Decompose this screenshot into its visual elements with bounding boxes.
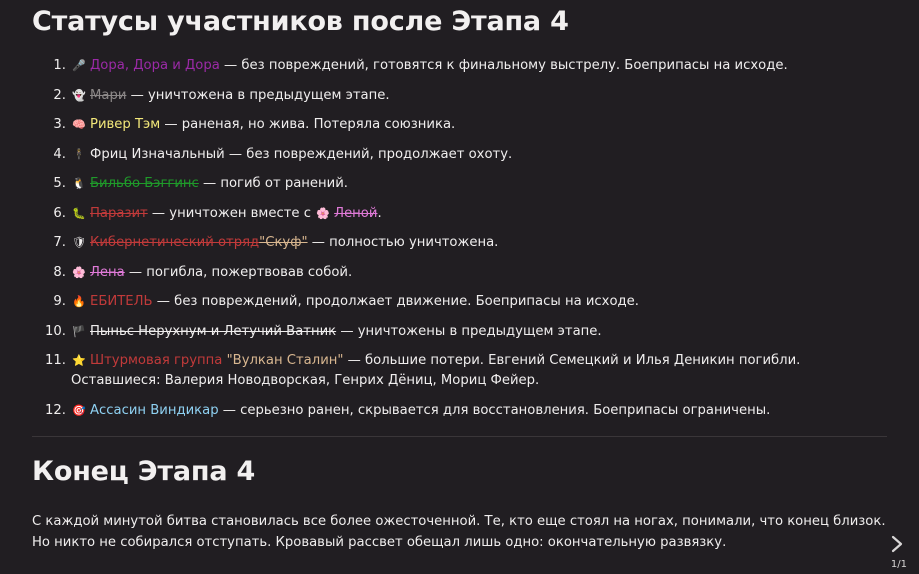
participant-name: ЕБИТЕЛЬ <box>90 294 153 309</box>
list-item <box>32 351 887 391</box>
status-text: — полностью уничтожена. <box>307 235 499 250</box>
star-icon: ⭐ <box>72 354 86 367</box>
blossom-icon: 🌸 <box>72 265 86 279</box>
list-item <box>32 145 887 165</box>
status-text: — уничтожен вместе с <box>147 205 316 221</box>
participant-name: Лена <box>90 264 125 280</box>
list-item <box>32 401 887 421</box>
list-item <box>32 56 887 76</box>
section-title: Конец Этапа 4 <box>32 456 256 487</box>
participant-name: Бильбо Бэггинс <box>90 176 199 191</box>
item-number: 9. <box>53 294 66 309</box>
list-item <box>32 322 887 342</box>
status-text: — серьезно ранен, скрывается для восстановления. Боеприпасы ограничены. <box>218 402 771 418</box>
participant-name: Кибернетический отряд <box>90 235 260 250</box>
item-number: 1. <box>53 58 66 73</box>
status-text: — большие потери. Евгений Семецкий и Илья Деникин погибли. Оставшиеся: Валерия Новодворская, Генрих Дёниц, Мориц Фейер. <box>71 353 801 388</box>
section-divider <box>32 436 887 437</box>
list-item <box>32 115 887 135</box>
blossom-icon: 🌸 <box>316 206 330 220</box>
status-text: — погиб от ранений. <box>198 176 348 191</box>
list-item <box>32 292 887 312</box>
ghost-icon: 👻 <box>72 88 86 102</box>
status-text: — погибла, пожертвовав собой. <box>124 264 353 280</box>
list-item <box>32 86 887 106</box>
participant-name-quoted: "Скуф" <box>259 235 308 250</box>
item-number: 2. <box>53 87 66 103</box>
participant-name: Пыньс Нерухнум и Летучий Ватник <box>90 323 337 339</box>
status-text: . <box>377 205 382 221</box>
page-indicator: 1/1 <box>890 559 907 570</box>
participant-name: Штурмовая группа <box>90 353 223 368</box>
status-text: — без повреждений, готовятся к финальному выстрелу. Боеприпасы на исходе. <box>219 58 788 73</box>
item-number: 8. <box>53 264 66 280</box>
status-text: — уничтожены в предыдущем этапе. <box>336 323 602 339</box>
page-title: Статусы участников после Этапа 4 <box>32 6 569 37</box>
microphone-icon: 🎤 <box>72 59 86 72</box>
item-number: 5. <box>53 176 66 191</box>
suited-man-icon: 🕴 <box>72 147 86 161</box>
participant-name: Мари <box>90 87 127 103</box>
list-item <box>32 233 887 253</box>
status-text: — без повреждений, продолжает охоту. <box>224 146 513 162</box>
participant-name: Фриц Изначальный <box>90 146 225 162</box>
item-number: 12. <box>45 402 66 418</box>
item-number: 10. <box>45 323 66 339</box>
list-item <box>32 263 887 283</box>
participant-name: Паразит <box>90 205 148 221</box>
shield-icon: 🛡 <box>72 236 86 249</box>
item-number: 11. <box>45 353 66 368</box>
item-number: 7. <box>53 235 66 250</box>
participant-name: Ривер Тэм <box>90 117 161 132</box>
list-item <box>32 204 887 224</box>
item-number: 3. <box>53 117 66 132</box>
black-flag-icon: 🏴 <box>72 324 86 338</box>
target-icon: 🎯 <box>72 403 86 417</box>
section-paragraph: С каждой минутой битва становилась все более ожесточенной. Те, кто еще стоял на ногах, понимали, что конец близок. Но никто не собирался отступать. Кровавый рассвет обещал лишь одно: окончательную развязку. <box>32 514 886 550</box>
status-text: — уничтожена в предыдущем этапе. <box>126 87 390 103</box>
status-text: — без повреждений, продолжает движение. Боеприпасы на исходе. <box>152 294 639 309</box>
participant-name: Ассасин Виндикар <box>90 402 219 418</box>
item-number: 6. <box>53 205 66 221</box>
participant-name: Дора, Дора и Дора <box>90 58 220 73</box>
list-item <box>32 174 887 194</box>
caterpillar-icon: 🐛 <box>72 206 86 220</box>
item-number: 4. <box>53 146 66 162</box>
participant-name: Леной <box>334 205 378 221</box>
brain-icon: 🧠 <box>72 118 86 131</box>
status-list <box>32 56 887 430</box>
fire-icon: 🔥 <box>72 295 86 308</box>
chevron-right-icon[interactable] <box>889 534 905 554</box>
participant-name-quoted: "Вулкан Сталин" <box>222 353 344 368</box>
penguin-icon: 🐧 <box>72 177 86 190</box>
status-text: — раненая, но жива. Потеряла союзника. <box>160 117 456 132</box>
